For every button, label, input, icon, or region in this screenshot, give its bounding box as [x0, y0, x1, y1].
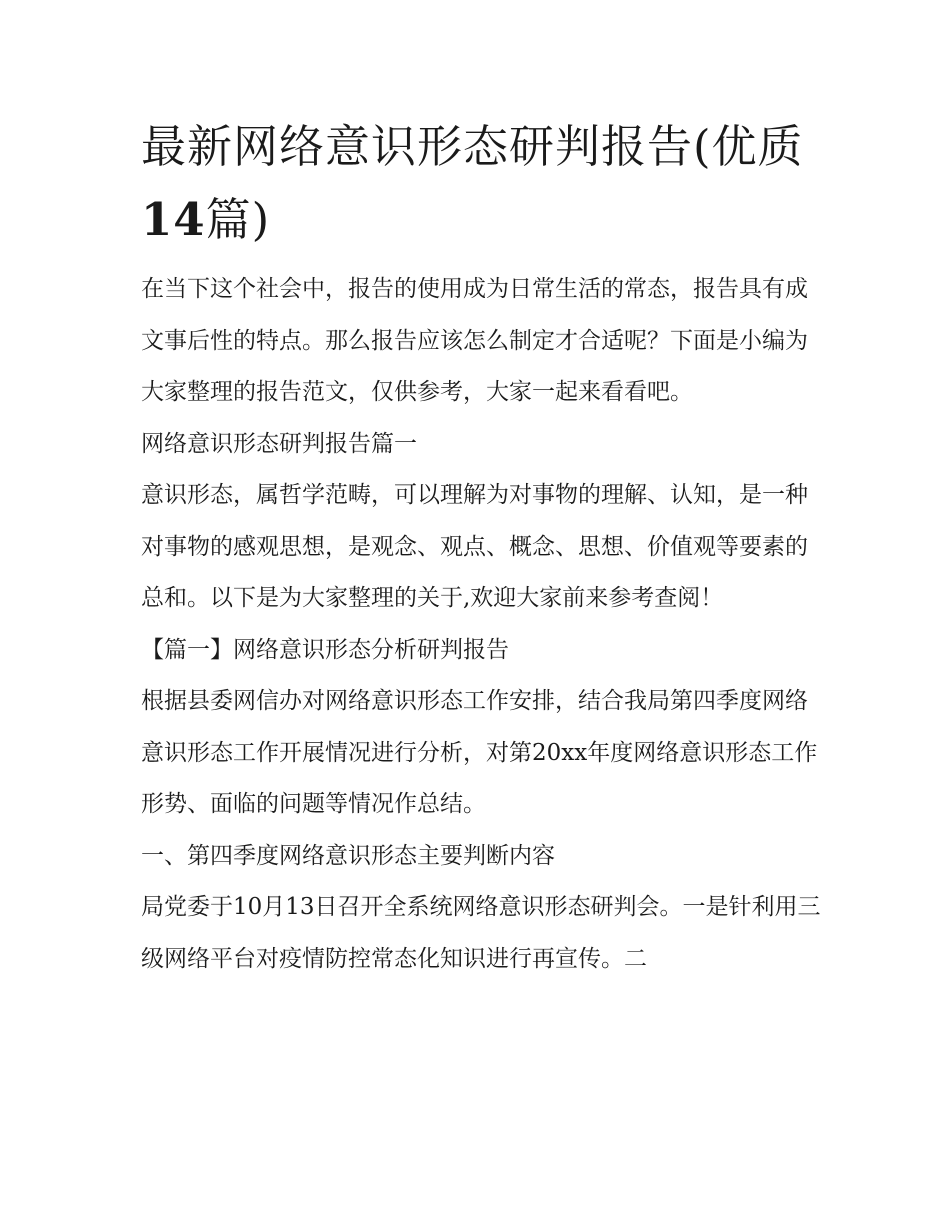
document-title	[141, 110, 821, 256]
definition-paragraph: 意识形态，属哲学范畴，可以理解为对事物的理解、认知，是一种对事物的感观思想，是观念、观点、概念、思想、价值观等要素的总和。以下是为大家整理的关于,欢迎大家前来参考查阅！	[141, 482, 808, 611]
body-paragraph: 根据县委网信办对网络意识形态工作安排，结合我局第四季度网络意识形态工作开展情况进行分析，对第20xx年度网络意识形态工作形势、面临的问题等情况作总结。	[141, 688, 818, 817]
intro-paragraph: 在当下这个社会中，报告的使用成为日常生活的常态，报告具有成文事后性的特点。那么报告应该怎么制定才合适呢？下面是小编为大家整理的报告范文，仅供参考，大家一起来看看吧。	[141, 276, 808, 405]
title-text-part2: 篇)	[205, 193, 271, 246]
title-text-part1: 最新网络意识形态研判报告(优质	[141, 120, 804, 173]
body-paragraph-cutoff: 局党委于10月13日召开全系统网络意识形态研判会。一是针利用三级网络平台对疫情防控常态化知识进行再宣传。二	[141, 894, 821, 972]
document-page	[141, 110, 821, 985]
title-number: 14	[141, 193, 206, 246]
section-heading-chapter-one: 网络意识形态研判报告篇一	[141, 430, 417, 457]
subsection-heading: 【篇一】网络意识形态分析研判报告	[141, 636, 509, 663]
numbered-heading: 一、第四季度网络意识形态主要判断内容	[141, 842, 555, 869]
